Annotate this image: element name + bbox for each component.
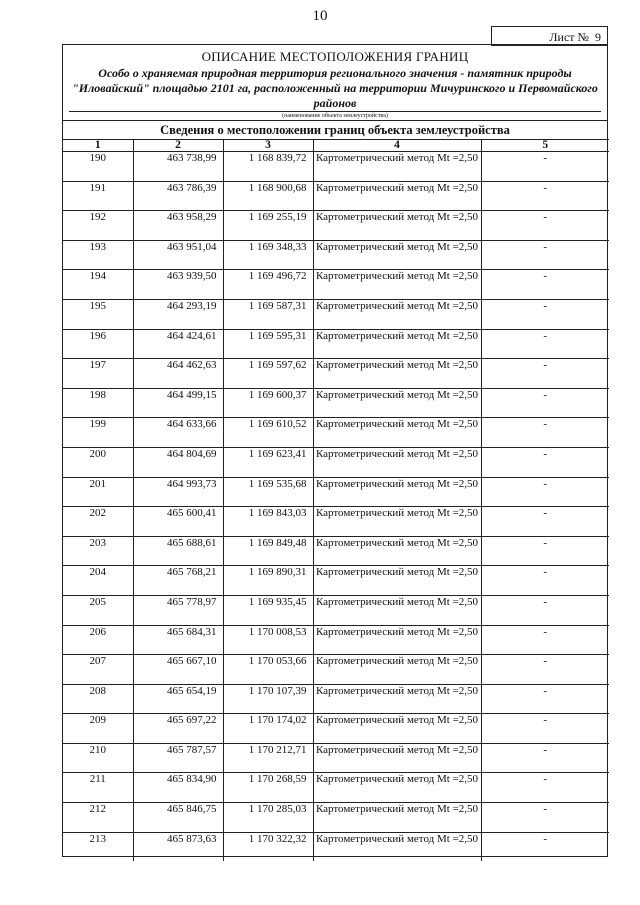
note-cell: -	[481, 625, 609, 655]
y-coordinate-cell: 1 169 843,03	[223, 507, 313, 537]
table-row	[63, 507, 609, 537]
x-coordinate-cell: 465 600,41	[133, 507, 223, 537]
point-number-cell: 200	[63, 447, 133, 477]
document-title: ОПИСАНИЕ МЕСТОПОЛОЖЕНИЯ ГРАНИЦ	[201, 49, 469, 64]
method-cell: Картометрический метод Mt =2,50	[313, 211, 481, 241]
y-coordinate-cell: 1 169 595,31	[223, 329, 313, 359]
table-header-row	[63, 140, 609, 152]
note-cell: -	[481, 595, 609, 625]
method-cell: Картометрический метод Mt =2,50	[313, 507, 481, 537]
x-coordinate-cell: 464 804,69	[133, 447, 223, 477]
method-cell: Картометрический метод Mt =2,50	[313, 152, 481, 182]
table-row	[63, 595, 609, 625]
point-number-cell: 206	[63, 625, 133, 655]
coordinates-table	[63, 139, 609, 861]
column-header: 5	[481, 140, 609, 152]
x-coordinate-cell: 465 873,63	[133, 832, 223, 861]
x-coordinate-cell: 465 684,31	[133, 625, 223, 655]
method-cell: Картометрический метод Mt =2,50	[313, 536, 481, 566]
table-row	[63, 418, 609, 448]
point-number-cell: 205	[63, 595, 133, 625]
method-cell: Картометрический метод Mt =2,50	[313, 803, 481, 833]
note-cell: -	[481, 507, 609, 537]
point-number-cell: 197	[63, 359, 133, 389]
note-cell: -	[481, 536, 609, 566]
table-row	[63, 714, 609, 744]
note-cell: -	[481, 388, 609, 418]
method-cell: Картометрический метод Mt =2,50	[313, 566, 481, 596]
point-number-cell: 196	[63, 329, 133, 359]
note-cell: -	[481, 299, 609, 329]
method-cell: Картометрический метод Mt =2,50	[313, 240, 481, 270]
x-coordinate-cell: 464 462,63	[133, 359, 223, 389]
y-coordinate-cell: 1 169 600,37	[223, 388, 313, 418]
y-coordinate-cell: 1 170 268,59	[223, 773, 313, 803]
note-cell: -	[481, 655, 609, 685]
y-coordinate-cell: 1 170 322,32	[223, 832, 313, 861]
page-number: 10	[312, 8, 328, 24]
y-coordinate-cell: 1 169 890,31	[223, 566, 313, 596]
method-cell: Картометрический метод Mt =2,50	[313, 743, 481, 773]
note-cell: -	[481, 211, 609, 241]
table-row	[63, 684, 609, 714]
note-cell: -	[481, 240, 609, 270]
table-row	[63, 536, 609, 566]
note-cell: -	[481, 447, 609, 477]
note-cell: -	[481, 477, 609, 507]
x-coordinate-cell: 465 688,61	[133, 536, 223, 566]
note-cell: -	[481, 714, 609, 744]
method-cell: Картометрический метод Mt =2,50	[313, 447, 481, 477]
point-number-cell: 209	[63, 714, 133, 744]
y-coordinate-cell: 1 169 935,45	[223, 595, 313, 625]
x-coordinate-cell: 464 424,61	[133, 329, 223, 359]
table-row	[63, 181, 609, 211]
point-number-cell: 210	[63, 743, 133, 773]
method-cell: Картометрический метод Mt =2,50	[313, 714, 481, 744]
note-cell: -	[481, 773, 609, 803]
table-row	[63, 832, 609, 861]
x-coordinate-cell: 464 499,15	[133, 388, 223, 418]
y-coordinate-cell: 1 170 212,71	[223, 743, 313, 773]
table-row	[63, 359, 609, 389]
y-coordinate-cell: 1 170 285,03	[223, 803, 313, 833]
method-cell: Картометрический метод Mt =2,50	[313, 625, 481, 655]
x-coordinate-cell: 463 738,99	[133, 152, 223, 182]
table-row	[63, 299, 609, 329]
note-cell: -	[481, 359, 609, 389]
note-cell: -	[481, 743, 609, 773]
x-coordinate-cell: 463 939,50	[133, 270, 223, 300]
y-coordinate-cell: 1 169 535,68	[223, 477, 313, 507]
point-number-cell: 211	[63, 773, 133, 803]
y-coordinate-cell: 1 169 597,62	[223, 359, 313, 389]
y-coordinate-cell: 1 170 107,39	[223, 684, 313, 714]
table-row	[63, 773, 609, 803]
y-coordinate-cell: 1 169 255,19	[223, 211, 313, 241]
column-header: 3	[223, 140, 313, 152]
column-header: 1	[63, 140, 133, 152]
x-coordinate-cell: 463 786,39	[133, 181, 223, 211]
method-cell: Картометрический метод Mt =2,50	[313, 773, 481, 803]
table-row	[63, 655, 609, 685]
note-cell: -	[481, 566, 609, 596]
method-cell: Картометрический метод Mt =2,50	[313, 832, 481, 861]
point-number-cell: 213	[63, 832, 133, 861]
table-row	[63, 625, 609, 655]
y-coordinate-cell: 1 169 623,41	[223, 447, 313, 477]
note-cell: -	[481, 270, 609, 300]
x-coordinate-cell: 465 846,75	[133, 803, 223, 833]
x-coordinate-cell: 463 958,29	[133, 211, 223, 241]
note-cell: -	[481, 181, 609, 211]
point-number-cell: 203	[63, 536, 133, 566]
object-caption: (наименование объекта землеустройства)	[282, 113, 388, 119]
method-cell: Картометрический метод Mt =2,50	[313, 181, 481, 211]
method-cell: Картометрический метод Mt =2,50	[313, 299, 481, 329]
x-coordinate-cell: 465 697,22	[133, 714, 223, 744]
point-number-cell: 212	[63, 803, 133, 833]
document-frame	[62, 44, 608, 857]
column-header: 2	[133, 140, 223, 152]
point-number-cell: 195	[63, 299, 133, 329]
note-cell: -	[481, 832, 609, 861]
note-cell: -	[481, 803, 609, 833]
table-row	[63, 270, 609, 300]
y-coordinate-cell: 1 169 348,33	[223, 240, 313, 270]
point-number-cell: 201	[63, 477, 133, 507]
note-cell: -	[481, 329, 609, 359]
point-number-cell: 198	[63, 388, 133, 418]
y-coordinate-cell: 1 169 849,48	[223, 536, 313, 566]
point-number-cell: 192	[63, 211, 133, 241]
note-cell: -	[481, 684, 609, 714]
table-row	[63, 743, 609, 773]
y-coordinate-cell: 1 170 053,66	[223, 655, 313, 685]
table-row	[63, 566, 609, 596]
method-cell: Картометрический метод Mt =2,50	[313, 359, 481, 389]
table-row	[63, 803, 609, 833]
method-cell: Картометрический метод Mt =2,50	[313, 270, 481, 300]
x-coordinate-cell: 465 768,21	[133, 566, 223, 596]
point-number-cell: 202	[63, 507, 133, 537]
method-cell: Картометрический метод Mt =2,50	[313, 684, 481, 714]
x-coordinate-cell: 465 787,57	[133, 743, 223, 773]
method-cell: Картометрический метод Mt =2,50	[313, 655, 481, 685]
column-header: 4	[313, 140, 481, 152]
x-coordinate-cell: 465 667,10	[133, 655, 223, 685]
document-subtitle: Особо о храняемая природная территория регионального значения - памятник природы "Иловайский" площадью 2101 га, расположенный на территории Мичуринского и Первомайского районов	[72, 66, 598, 110]
method-cell: Картометрический метод Mt =2,50	[313, 388, 481, 418]
point-number-cell: 194	[63, 270, 133, 300]
table-row	[63, 388, 609, 418]
sheet-label: Лист №	[549, 30, 589, 44]
y-coordinate-cell: 1 169 587,31	[223, 299, 313, 329]
y-coordinate-cell: 1 170 008,53	[223, 625, 313, 655]
method-cell: Картометрический метод Mt =2,50	[313, 595, 481, 625]
point-number-cell: 207	[63, 655, 133, 685]
x-coordinate-cell: 465 834,90	[133, 773, 223, 803]
table-row	[63, 240, 609, 270]
method-cell: Картометрический метод Mt =2,50	[313, 477, 481, 507]
table-row	[63, 211, 609, 241]
x-coordinate-cell: 464 633,66	[133, 418, 223, 448]
method-cell: Картометрический метод Mt =2,50	[313, 329, 481, 359]
sheet-number-box	[491, 26, 608, 46]
point-number-cell: 204	[63, 566, 133, 596]
y-coordinate-cell: 1 168 839,72	[223, 152, 313, 182]
note-cell: -	[481, 418, 609, 448]
point-number-cell: 191	[63, 181, 133, 211]
y-coordinate-cell: 1 170 174,02	[223, 714, 313, 744]
y-coordinate-cell: 1 168 900,68	[223, 181, 313, 211]
x-coordinate-cell: 464 293,19	[133, 299, 223, 329]
table-row	[63, 329, 609, 359]
x-coordinate-cell: 465 778,97	[133, 595, 223, 625]
point-number-cell: 208	[63, 684, 133, 714]
y-coordinate-cell: 1 169 496,72	[223, 270, 313, 300]
x-coordinate-cell: 463 951,04	[133, 240, 223, 270]
point-number-cell: 193	[63, 240, 133, 270]
x-coordinate-cell: 465 654,19	[133, 684, 223, 714]
point-number-cell: 199	[63, 418, 133, 448]
note-cell: -	[481, 152, 609, 182]
point-number-cell: 190	[63, 152, 133, 182]
x-coordinate-cell: 464 993,73	[133, 477, 223, 507]
sheet-number: 9	[595, 30, 601, 44]
section-title: Сведения о местоположении границ объекта землеустройства	[63, 120, 607, 139]
method-cell: Картометрический метод Mt =2,50	[313, 418, 481, 448]
table-row	[63, 477, 609, 507]
y-coordinate-cell: 1 169 610,52	[223, 418, 313, 448]
table-row	[63, 447, 609, 477]
table-row	[63, 152, 609, 182]
